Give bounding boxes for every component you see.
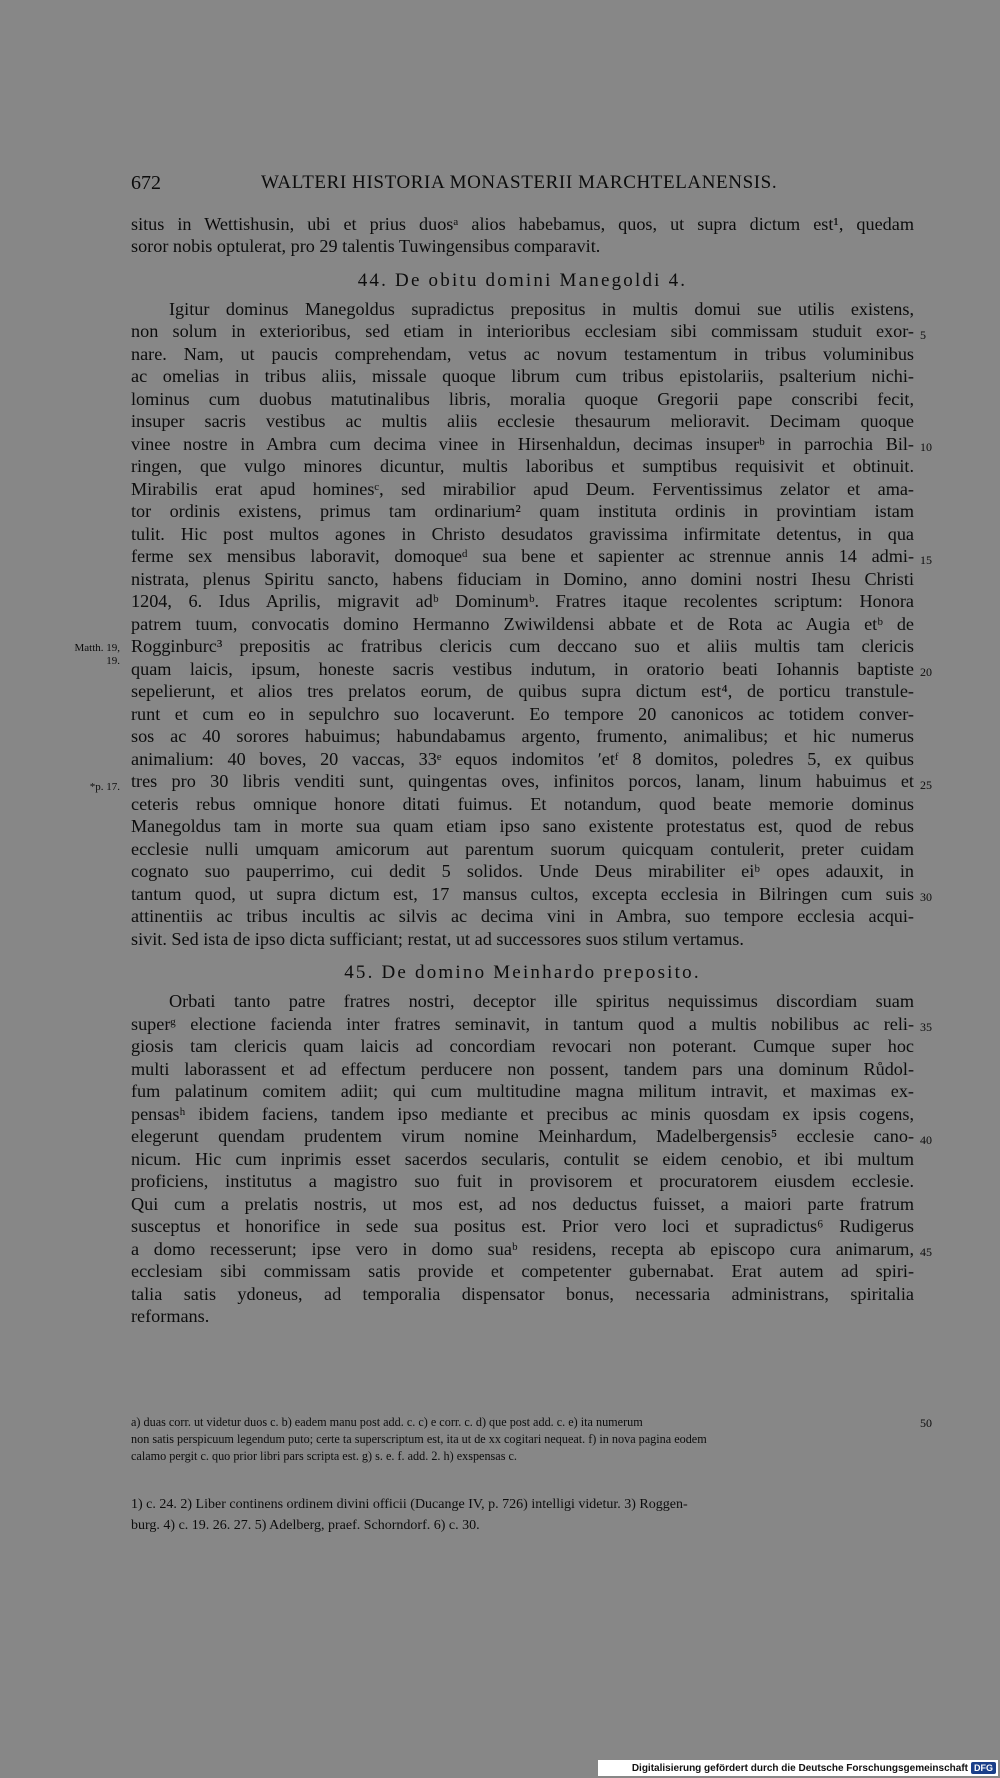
text-line: ac omelias in tribus aliis, missale quoque librum cum tribus epistolariis, psalterium nichi- [131,366,914,386]
text-line: tres pro 30 libris venditi sunt, quingentas oves, infinitos porcos, lanam, linum habuimus et [131,771,914,791]
text-line: insuper sacris vestibus ac multis aliis ecclesie thesaurum melioravit. Decimam quoque [131,411,914,431]
text-line [131,1350,914,1372]
margin-line-number: 25 [920,778,932,792]
commentary-footnote: burg. 4) c. 19. 26. 27. 5) Adelberg, praef. Schorndorf. 6) c. 30. [131,1518,480,1533]
text-line: runt et cum eo in sepulchro suo locaverunt. Eo tempore 20 canonicos ac totidem conver- [131,704,914,724]
margin-line-number: 40 [920,1133,932,1147]
margin-line-number: 30 [920,890,932,904]
text-line: non solum in exterioribus, sed etiam in interioribus ecclesiam sibi commissam studuit exor- [131,321,914,341]
funding-credit: Digitalisierung gefördert durch die Deutsche Forschungsgemeinschaft [631,1762,968,1774]
margin-reference: *p. 17. [89,781,120,793]
text-line: nare. Nam, ut paucis comprehendam, vetus ac novum testamentum in tribus voluminibus [131,344,914,364]
text-line: Orbati tanto patre fratres nostri, deceptor ille spiritus nequissimus discordiam suam [169,991,914,1011]
text-line: Rogginburc³ prepositis ac fratribus clericis cum deccano suo et aliis multis tam clericis [131,636,914,656]
text-line: reformans. [131,1306,210,1326]
text-line: proficiens, institutus a magistro suo fuit in provisorem et procuratorem eiusdem ecclesie. [131,1171,914,1191]
apparatus-footnote: calamo pergit c. quo prior libri pars scripta est. g) s. e. f. add. 2. h) exspensas c. [131,1449,517,1463]
text-line: giosis tam clericis quam laicis ad concordiam revocari non poterant. Cumque super hoc [131,1036,914,1056]
text-line: ferme sex mensibus laboravit, domoqueᵈ sua bene et sapienter ac strennue annis 14 admi- [131,546,914,566]
text-line: cognato suo pauperrimo, cui dedit 5 solidos. Unde Deus mirabiliter eiᵇ opes adauxit, in [131,861,914,881]
text-line: tulit. Hic post multos agones in Christo desudatos gravissima infirmitate detentus, in qua [131,524,914,544]
text-line: nistrata, plenus Spiritu sancto, habens fiduciam in Domino, anno domini nostri Ihesu Christi [131,569,914,589]
text-line: pensasʰ ibidem faciens, tandem ipso mediante et precibus ac minis quosdam ex ipsis cogens, [131,1104,914,1124]
margin-line-number: 15 [920,553,932,567]
margin-line-number: 20 [920,665,932,679]
commentary-footnote: 1) c. 24. 2) Liber continens ordinem divini officii (Ducange IV, p. 726) intelligi videtur. 3) Roggen- [131,1497,688,1512]
text-line: lominus cum duobus matutinalibus libris, moralia quoque Gregorii pape conscribi fecit, [131,389,914,409]
text-line: vinee nostre in Ambra cum decima vinee in Hirsenhaldun, decimas insuperᵇ in parrochia Bil- [131,434,914,454]
running-head: WALTERI HISTORIA MONASTERII MARCHTELANENSIS. [261,172,778,193]
page-number: 672 [131,172,161,194]
text-line: talia satis ydoneus, ad temporalia dispensator bonus, necessaria administrans, spiritalia [131,1284,914,1304]
text-line: Mirabilis erat apud hominesᶜ, sed mirabilior apud Deum. Ferventissimus zelator et ama- [131,479,914,499]
text-line: patrem tuum, convocatis domino Hermanno Zwiwildensi abbate et de Rota ac Augia etᵇ de [131,614,914,634]
text-line: sepelierunt, et alios tres prelatos eorum, de quibus supra dictum est⁴, de porticu transtule- [131,681,914,701]
text-line: multi laborassent et ad effectum perducere non possent, tandem pars una dominum Růdol- [131,1059,914,1079]
text-line: quam laicis, ipsum, honeste sacris vestibus indutum, in oratorio beati Iohannis baptiste [131,659,914,679]
margin-line-number: 45 [920,1245,932,1259]
page-header [131,172,914,200]
text-line: sivit. Sed ista de ipso dicta sufficiant; restat, ut ad successores suos stilum vertamus. [131,929,744,949]
text-line: susceptus et honorifice in sede sua positus est. Prior vero loci et supradictus⁶ Rudigerus [131,1216,914,1236]
dfg-logo-icon: DFG [971,1762,996,1774]
text-line: tantum quod, ut supra dictum est, 17 mansus cultos, excepta ecclesia in Bilringen cum suis [131,884,914,904]
margin-line-number: 5 [920,328,926,342]
section-heading: 45. De domino Meinhardo preposito. [344,962,701,983]
funding-credit-bar [598,1760,998,1776]
margin-line-number: 50 [920,1416,932,1430]
apparatus-footnote: a) duas corr. ut videtur duos c. b) eadem manu post add. c. c) e corr. c. d) que post add. c. e) ita numerum [131,1415,643,1429]
text-line: soror nobis optulerat, pro 29 talentis Tuwingensibus comparavit. [131,236,601,256]
text-line: 1204, 6. Idus Aprilis, migravit adᵇ Dominumᵇ. Fratres itaque recolentes scriptum: Honora [131,591,914,611]
text-line: fum palatinum comitem adiit; qui cum multitudine magna militum intravit, et maximas ex- [131,1081,914,1101]
text-line: nicum. Hic cum inprimis esset sacerdos secularis, contulit se eidem cenobio, et ibi multum [131,1149,914,1169]
text-line: situs in Wettishusin, ubi et prius duosᵃ alios habebamus, quos, ut supra dictum est¹, quedam [131,214,914,234]
margin-line-number: 35 [920,1020,932,1034]
text-line: Qui cum a prelatis nostris, ut mos est, ad nos deductus fuisset, a maiori parte fratrum [131,1194,914,1214]
section-heading: 44. De obitu domini Manegoldi 4. [357,270,688,291]
apparatus-footnote: non satis perspicuum legendum puto; certe ta superscriptum est, ita ut de xx cogitari nequeat. f) in nova pagina eodem [131,1432,707,1446]
margin-reference: Matth. 19, [74,642,120,654]
text-line [131,1328,914,1350]
text-line: a domo recesserunt; ipse vero in domo suaᵇ residens, recepta ab episcopo cura animarum, [131,1239,914,1259]
text-line: elegerunt quendam prudentem virum nomine Meinhardum, Madelbergensis⁵ ecclesie cano- [131,1126,914,1146]
text-line: sos ac 40 sorores habuimus; habundabamus argento, frumento, animalibus; et hic numerus [131,726,914,746]
text-line: ceteris rebus omnique honore ditati fuimus. Et notandum, quod beate memorie dominus [131,794,914,814]
text-line: tor ordinis existens, primus tam ordinarium² quam instituta ordinis in provintiam istam [131,501,914,521]
text-line: animalium: 40 boves, 20 vaccas, 33ᵉ equos indomitos ʹetᶠ 8 domitos, poledres 5, ex quibus [131,749,914,769]
text-line: superᵍ electione facienda inter fratres seminavit, in tantum quod a multis nobilibus ac reli- [131,1014,914,1034]
text-line: Igitur dominus Manegoldus supradictus prepositus in multis domui sue utilis existens, [169,299,914,319]
text-line: ecclesiam sibi commissam satis provide et competenter gubernabat. Erat autem ad spiri- [131,1261,914,1281]
text-line: Manegoldus tam in morte sua quam etiam ipso sano existente protestatus est, quod de rebus [131,816,914,836]
margin-line-number: 10 [920,440,932,454]
text-line: ringen, que vulgo minores dicuntur, multis laboribus et sumptibus requisivit et obtinuit. [131,456,914,476]
text-line: ecclesie nulli umquam amicorum aut parentum suorum quicquam contulerit, preter cuidam [131,839,914,859]
margin-reference: 19. [106,655,120,667]
text-line: attinentiis ac tribus incultis ac silvis ac decima vini in Ambra, suo tempore ecclesia acqui- [131,906,914,926]
